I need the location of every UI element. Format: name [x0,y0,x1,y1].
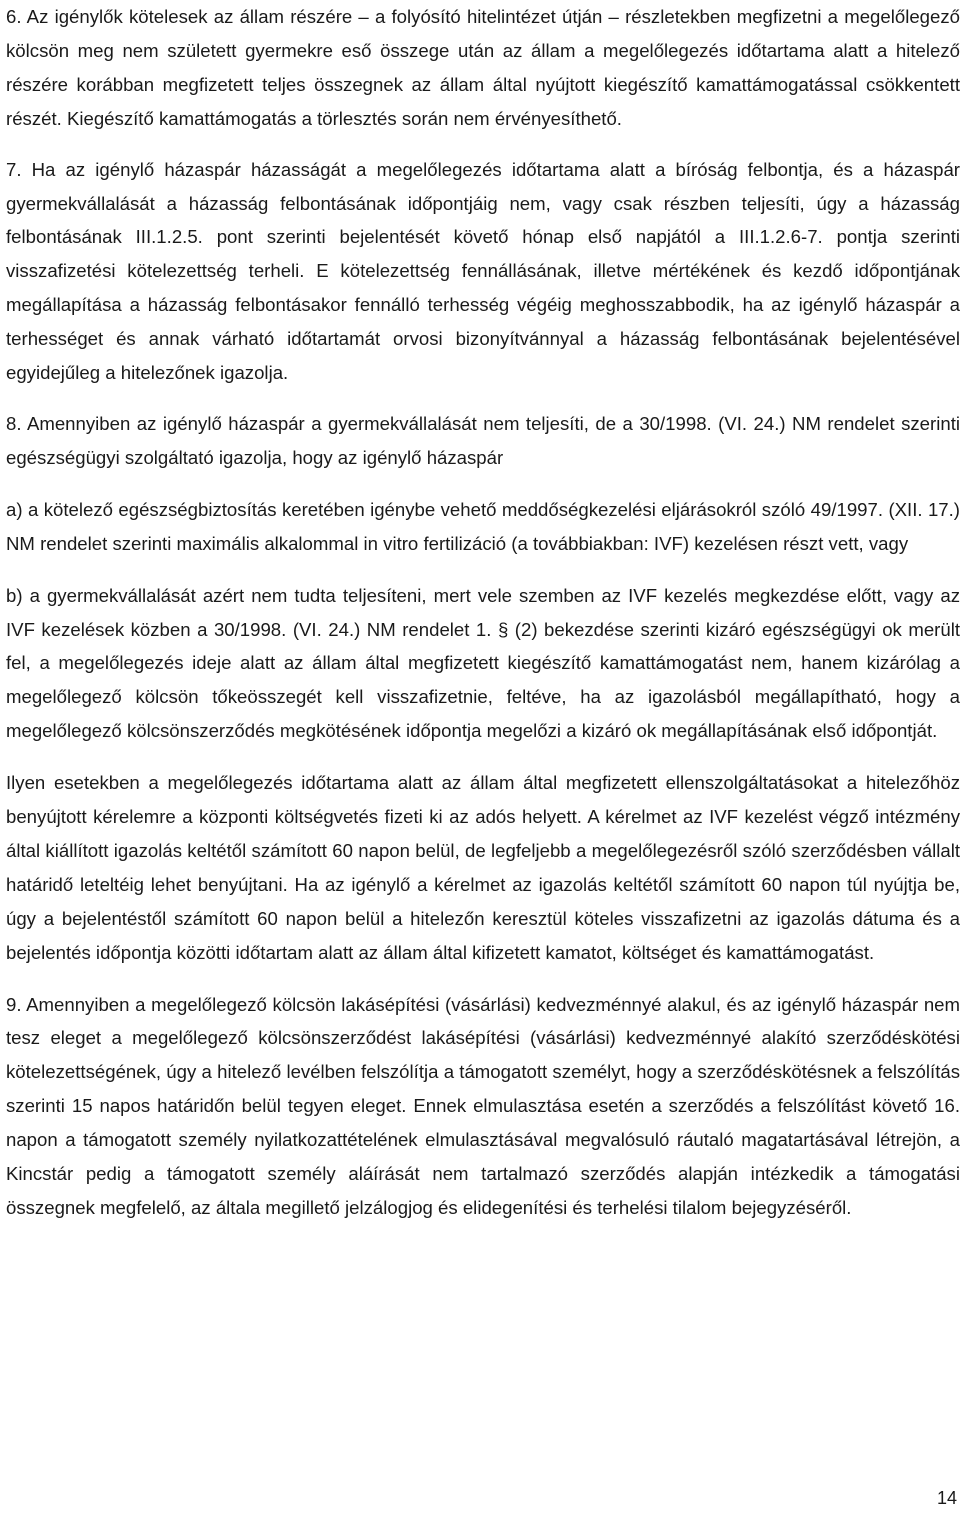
document-body [6,0,960,1225]
paragraph-9: 9. Amennyiben a megelőlegező kölcsön lakásépítési (vásárlási) kedvezménnyé alakul, és az igénylő házaspár nem tesz eleget a megelőlegező kölcsönszerződést lakásépítési (vásárlási) kedvezménnyé alakító szerződéskötési kötelezettségének, úgy a hitelező levélben felszólítja a támogatott személyt, hogy a szerződéskötésnek a felszólítás szerinti 15 napos határidőn belül tegyen eleget. Ennek elmulasztása esetén a szerződés a felszólítást követő 16. napon a támogatott személy nyilatkozattételének elmulasztásával megvalósuló ráutaló magatartásával létrejön, a Kincstár pedig a támogatott személy aláírását nem tartalmazó szerződés alapján intézkedik a támogatási összegnek megfelelő, az általa megillető jelzálogjog és elidegenítési és terhelési tilalom bejegyzéséről. [6,993,960,1218]
paragraph-8a: a) a kötelező egészségbiztosítás keretében igénybe vehető meddőségkezelési eljárásokról szóló 49/1997. (XII. 17.) NM rendelet szerinti maximális alkalommal in vitro fertilizáció (a továbbiakban: IVF) kezelésen részt vett, vagy [6,498,960,554]
paragraph-8c: Ilyen esetekben a megelőlegezés időtartama alatt az állam által megfizetett ellenszolgáltatásokat a hitelezőhöz benyújtott kérelemre a központi költségvetés fizeti ki az adós helyett. A kérelmet az IVF kezelést végző intézmény által kiállított igazolás keltétől számított 60 napon belül, de legfeljebb a megelőlegezésről szóló szerződésben vállalt határidő leteltéig lehet benyújtani. Ha az igénylő a kérelmet az igazolás keltétől számított 60 napon túl nyújtja be, úgy a bejelentéstől számított 60 napon belül a hitelezőn keresztül köteles visszafizetni az igazolás dátuma és a bejelentés időpontja közötti időtartam alatt az állam által kifizetett kamatot, költséget és kamattámogatást. [6,772,960,963]
page-number: 14 [936,1488,957,1508]
paragraph-8: 8. Amennyiben az igénylő házaspár a gyermekvállalását nem teljesíti, de a 30/1998. (VI. 24.) NM rendelet szerinti egészségügyi szolgáltató igazolja, hogy az igénylő házaspár [6,412,960,468]
paragraph-7: 7. Ha az igénylő házaspár házasságát a megelőlegezés időtartama alatt a bíróság felbontja, és a házaspár gyermekvállalását a házasság felbontásának időpontjáig nem, vagy csak részben teljesíti, úgy a házasság felbontásának III.1.2.5. pont szerinti bejelentését követő hónap első napjától a III.1.2.6-7. pontja szerinti visszafizetési kötelezettség terheli. E kötelezettség fennállásának, illetve mértékének és kezdő időpontjának megállapítása a házasság felbontásakor fennálló terhesség végéig meghosszabbodik, ha az igénylő házaspár a terhességet és annak várható időtartamát orvosi bizonyítvánnyal a házasság felbontásának bejelentésével egyidejűleg a hitelezőnek igazolja. [6,158,960,384]
paragraph-8b: b) a gyermekvállalását azért nem tudta teljesíteni, mert vele szemben az IVF kezelés megkezdése előtt, vagy az IVF kezelések közben a 30/1998. (VI. 24.) NM rendelet 1. § (2) bekezdése szerinti kizáró egészségügyi ok merült fel, a megelőlegezés ideje alatt az állam által megfizetett kiegészítő kamattámogatást nem, hanem kizárólag a megelőlegező kölcsön tőkeösszegét kell visszafizetnie, feltéve, ha az igazolásból megállapítható, hogy a megelőlegező kölcsönszerződés megkötésének időpontja megelőzi a kizáró ok megállapításának első időpontját. [6,584,960,742]
paragraph-6: 6. Az igénylők kötelesek az állam részére – a folyósító hitelintézet útján – részletekben megfizetni a megelőlegező kölcsön meg nem született gyermekre eső összege után az állam a megelőlegezés időtartama alatt a hitelező részére korábban megfizetett teljes összegnek az állam által nyújtott kiegészítő kamattámogatással csökkentett részét. Kiegészítő kamattámogatás a törlesztés során nem érvényesíthető. [6,6,960,129]
